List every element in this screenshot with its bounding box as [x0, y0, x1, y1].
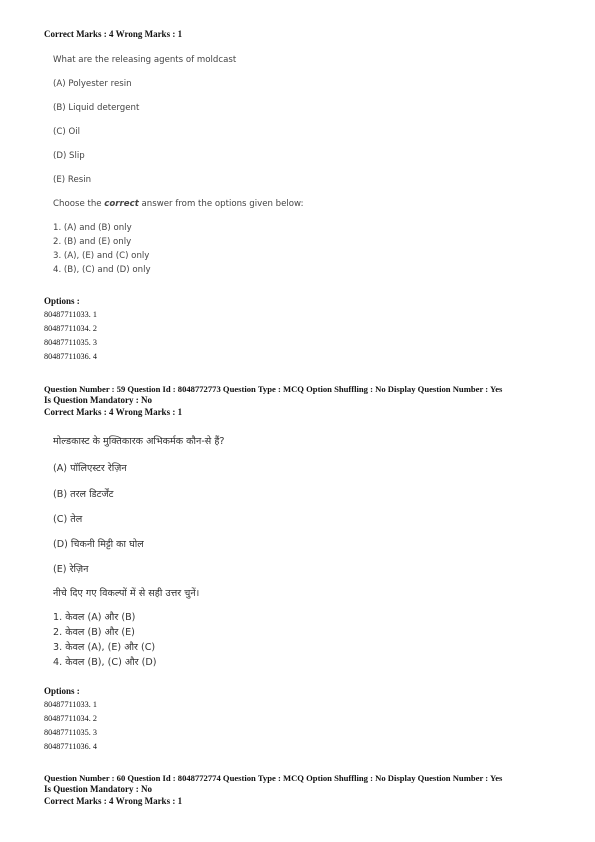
choice-c: (C) Oil — [53, 127, 80, 137]
choice-e: (E) Resin — [53, 175, 92, 185]
answer-2: 2. (B) and (E) only — [53, 237, 132, 247]
option-id-2: 80487711034. 2 — [44, 324, 97, 333]
choice-d: (D) Slip — [53, 151, 85, 161]
question-text: What are the releasing agents of moldcast — [53, 55, 237, 65]
option-id-3: 80487711035. 3 — [44, 728, 97, 737]
marks-line: Correct Marks : 4 Wrong Marks : 1 — [44, 407, 183, 417]
answer-3: 3. केवल (A), (E) और (C) — [53, 642, 156, 653]
question-text: मोल्डकास्ट के मुक्तिकारक अभिकर्मक कौन-से हैं? — [53, 436, 225, 447]
choice-b: (B) तरल डिटर्जेंट — [53, 489, 114, 500]
instruction-text: Choose the correct answer from the options given below: — [53, 199, 304, 209]
choice-c: (C) तेल — [53, 514, 83, 525]
mandatory-line: Is Question Mandatory : No — [44, 784, 153, 794]
choice-d: (D) चिकनी मिट्टी का घोल — [53, 539, 144, 550]
instruction-emphasis: correct — [104, 199, 139, 209]
option-id-1: 80487711033. 1 — [44, 700, 97, 709]
choice-a: (A) पॉलिएस्टर रेज़िन — [53, 463, 127, 474]
mandatory-line: Is Question Mandatory : No — [44, 395, 153, 405]
answer-1: 1. (A) and (B) only — [53, 223, 132, 233]
question-header: Question Number : 60 Question Id : 8048772774 Question Type : MCQ Option Shuffling : No Display Question Number : Yes — [44, 773, 503, 783]
choice-b: (B) Liquid detergent — [53, 103, 140, 113]
options-label: Options : — [44, 686, 80, 696]
answer-3: 3. (A), (E) and (C) only — [53, 251, 150, 261]
choice-e: (E) रेज़िन — [53, 564, 89, 575]
options-label: Options : — [44, 296, 80, 306]
answer-4: 4. केवल (B), (C) और (D) — [53, 657, 157, 668]
question-header: Question Number : 59 Question Id : 8048772773 Question Type : MCQ Option Shuffling : No Display Question Number : Yes — [44, 384, 503, 394]
option-id-1: 80487711033. 1 — [44, 310, 97, 319]
answer-2: 2. केवल (B) और (E) — [53, 627, 135, 638]
instruction-text: नीचे दिए गए विकल्पों में से सही उत्तर चुनें। — [53, 588, 200, 599]
answer-4: 4. (B), (C) and (D) only — [53, 265, 151, 275]
option-id-2: 80487711034. 2 — [44, 714, 97, 723]
option-id-3: 80487711035. 3 — [44, 338, 97, 347]
marks-line: Correct Marks : 4 Wrong Marks : 1 — [44, 796, 183, 806]
answer-1: 1. केवल (A) और (B) — [53, 612, 136, 623]
marks-line: Correct Marks : 4 Wrong Marks : 1 — [44, 29, 183, 39]
choice-a: (A) Polyester resin — [53, 79, 132, 89]
option-id-4: 80487711036. 4 — [44, 742, 97, 751]
option-id-4: 80487711036. 4 — [44, 352, 97, 361]
